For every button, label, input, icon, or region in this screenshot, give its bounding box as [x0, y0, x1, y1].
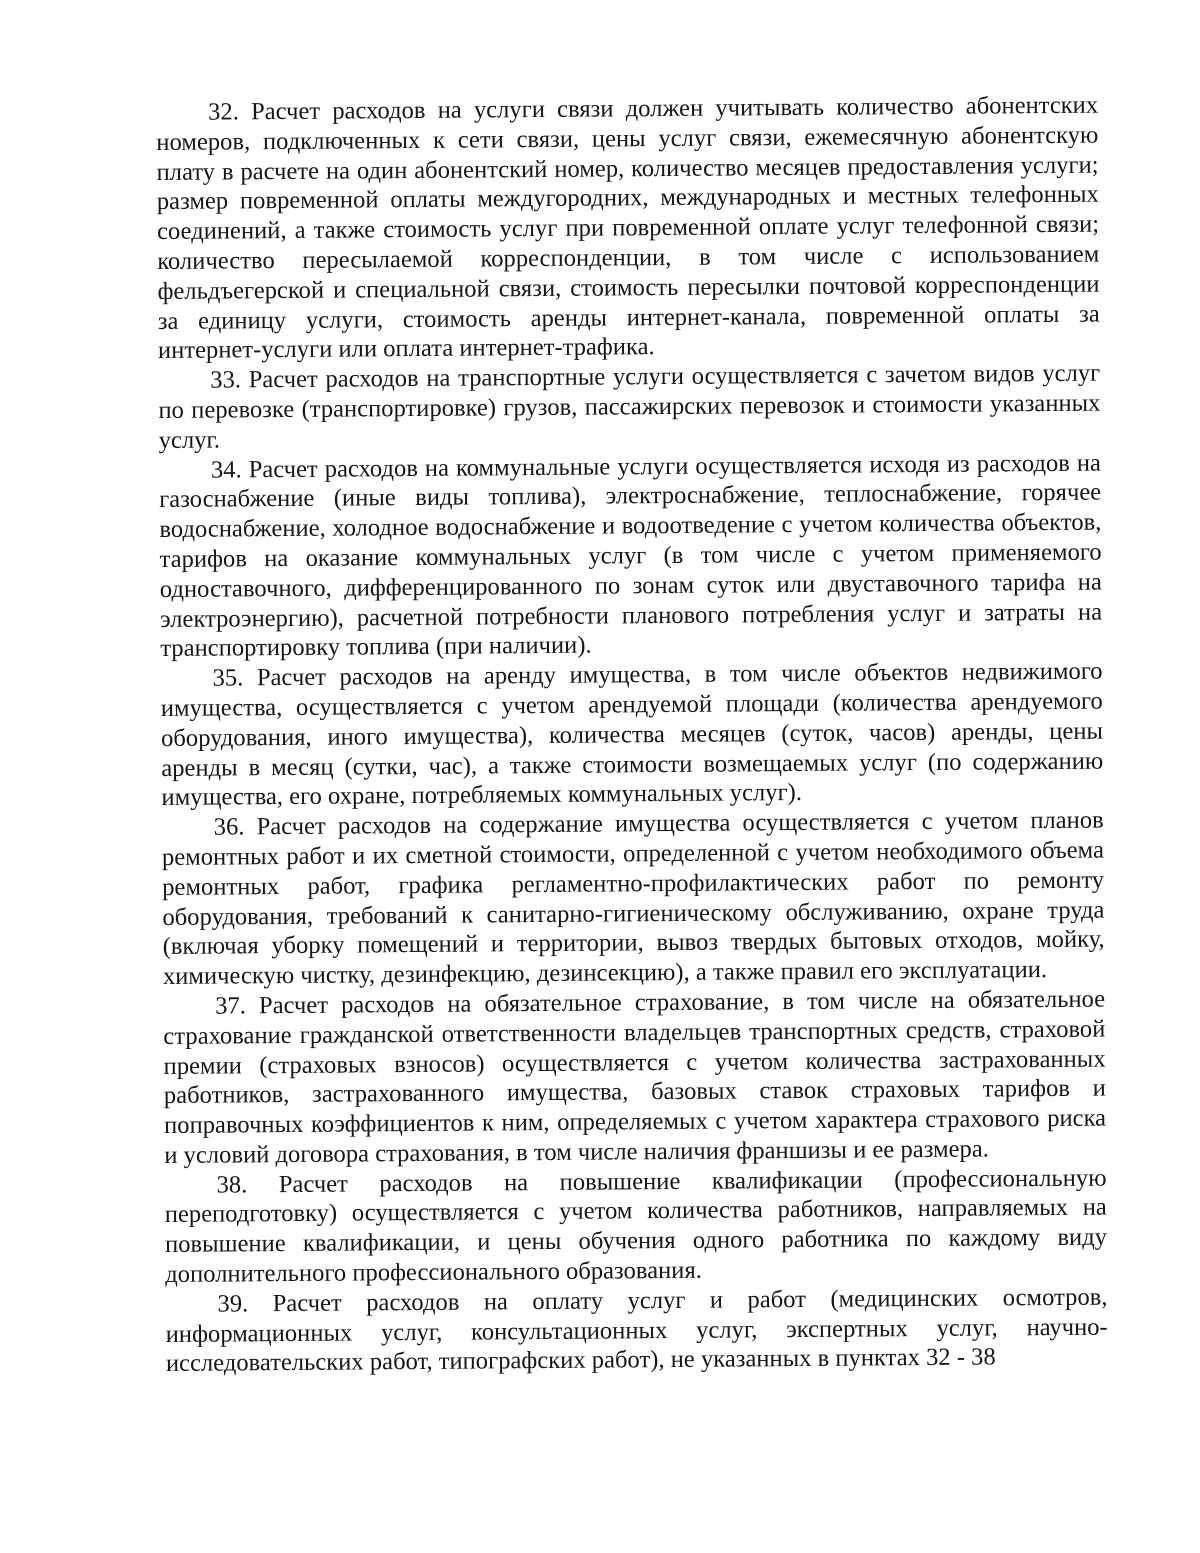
paragraph-text: Расчет расходов на оплату услуг и работ (медицинских осмотров, информационных услуг, консультационных услуг, экспертных услуг, научно-исследовательских работ, типографских работ), не указанных в пунктах 32 - 38 — [165, 1283, 1108, 1378]
paragraph-number: 36. — [213, 813, 245, 841]
paragraph-38 — [164, 1163, 1107, 1290]
paragraph-text: Расчет расходов на аренду имущества, в том числе объектов недвижимого имущества, осуществляется с учетом арендуемой площади (количества арендуемого оборудования, иного имущества), количества месяцев (суток, часов) аренды, цены аренды в месяц (сутки, час), а также стоимости возмещаемых услуг (по содержанию имущества, его охране, потребляемых коммунальных услуг). — [160, 657, 1104, 812]
paragraph-text: Расчет расходов на повышение квалификации (профессиональную переподготовку) осуществляется с учетом количества работников, направляемых на повышение квалификации, и цены обучения одного работника по каждому виду дополнительного профессионального образования. — [164, 1164, 1108, 1289]
paragraph-text: Расчет расходов на обязательное страхование, в том числе на обязательное страхование гражданской ответственности владельцев транспортных средств, страховой премии (страховых взносов) осуществляется с учетом количества застрахованных работников, застрахованного имущества, базовых ставок страховых тарифов и поправочных коэффициентов к ним, определяемых с учетом характера страхового риска и условий договора страхования, в том числе наличия франшизы и ее размера. — [163, 985, 1107, 1169]
paragraph-text: Расчет расходов на услуги связи должен учитывать количество абонентских номеров, подключенных к сети связи, цены услуг связи, ежемесячную абонентскую плату в расчете на один абонентский номер, количество месяцев предоставления услуги; размер повременной оплаты междугородних, международных и местных телефонных соединений, а также стоимость услуг при повременной оплате услуг телефонной связи; количество пересылаемой корреспонденции, в том числе с использованием фельдъегерской и специальной связи, стоимость пересылки почтовой корреспонденции за единицу услуги, стоимость аренды интернет-канала, повременной оплаты за интернет-услуги или оплата интернет-трафика. — [156, 91, 1100, 365]
paragraph-39 — [165, 1282, 1108, 1379]
paragraph-32 — [156, 91, 1100, 367]
paragraph-number: 35. — [212, 664, 244, 692]
paragraph-number: 37. — [215, 992, 246, 1020]
paragraph-number: 38. — [216, 1171, 248, 1199]
paragraph-number: 32. — [208, 98, 239, 126]
paragraph-text: Расчет расходов на содержание имущества осуществляется с учетом планов ремонтных работ и их сметной стоимости, определенной с учетом необходимого объема ремонтных работ, графика регламентно-профилактических работ по ремонту оборудования, требований к санитарно-гигиеническому обслуживанию, охране труда (включая уборку помещений и территории, вывоз твердых бытовых отходов, мойку, химическую чистку, дезинфекцию, дезинсекцию), а также правил его эксплуатации. — [161, 806, 1105, 991]
paragraph-36 — [162, 806, 1105, 992]
document-body — [156, 91, 1108, 1380]
paragraph-37 — [163, 984, 1106, 1170]
paragraph-text: Расчет расходов на коммунальные услуги осуществляется исходя из расходов на газоснабжение (иные виды топлива), электроснабжение, теплоснабжение, горячее водоснабжение, холодное водоснабжение и водоотведение с учетом количества объектов, тарифов на оказание коммунальных услуг (в том числе с учетом применяемого одноставочного, дифференцированного по зонам суток или двуставочного тарифа на электроэнергию), расчетной потребности планового потребления услуг и затраты на транспортировку топлива (при наличии). — [159, 449, 1103, 663]
paragraph-number: 34. — [210, 455, 242, 484]
paragraph-number: 39. — [217, 1290, 249, 1318]
paragraph-33 — [158, 359, 1101, 456]
paragraph-number: 33. — [210, 366, 242, 394]
paragraph-text: Расчет расходов на транспортные услуги осуществляется с зачетом видов услуг по перевозке (транспортировке) грузов, пассажирских перевозок и стоимости указанных услуг. — [158, 359, 1101, 454]
paragraph-34 — [159, 448, 1103, 664]
paragraph-35 — [160, 657, 1103, 813]
